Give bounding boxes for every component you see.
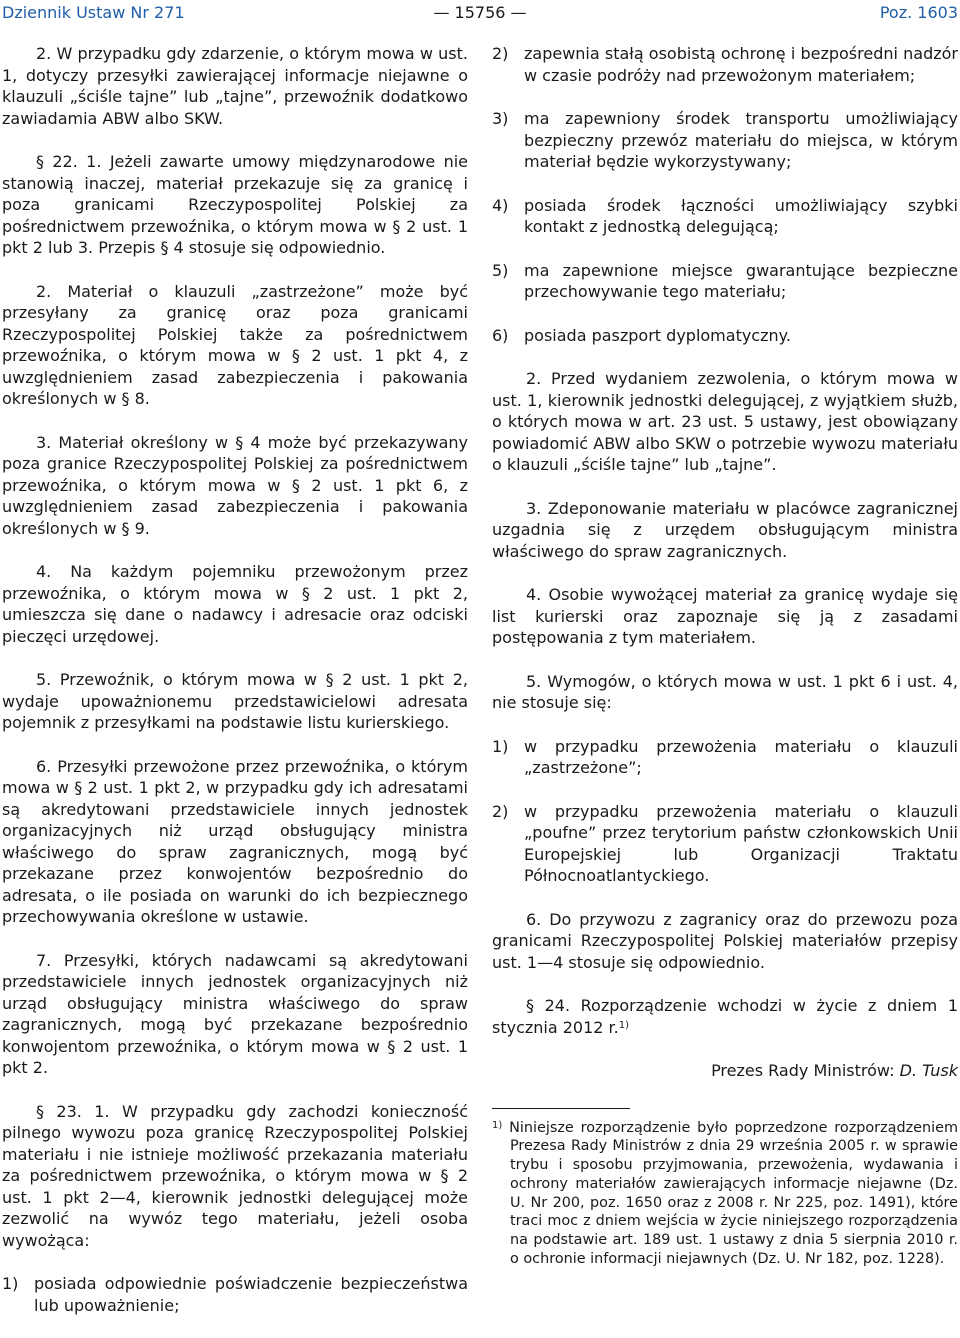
signature xyxy=(492,1060,958,1082)
paragraph: 6. Do przywozu z zagranicy oraz do przewozu poza granicami Rzeczypospolitej Polskiej materiałów przepisy ust. 1—4 stosuje się odpowiednio. xyxy=(492,909,958,972)
paragraph: § 22. 1. Jeżeli zawarte umowy międzynarodowe nie stanowią inaczej, materiał przekazuje się za granicę i poza granicami Rzeczypospolitej Polskiej za pośrednictwem przewoźnika, o którym mowa w § 2 ust. 1 pkt 2 lub 3. Przepis § 4 stosuje się odpowiednio. xyxy=(2,152,468,257)
page-number: — 15756 — xyxy=(433,3,527,22)
footnote-divider xyxy=(492,1108,630,1109)
list-item xyxy=(492,260,958,303)
list-item-number: 6) xyxy=(492,325,509,345)
list-item-number: 3) xyxy=(492,109,509,128)
paragraph: 2. W przypadku gdy zdarzenie, o którym mowa w ust. 1, dotyczy przesyłki zawierającej informacje niejawne o klauzuli „ściśle tajne” lub „tajne”, przewoźnik dodatkowo zawiadamia ABW albo SKW. xyxy=(2,44,468,128)
list-item-number: 5) xyxy=(492,260,509,280)
list-item-number: 2) xyxy=(492,44,509,63)
list-item-text: ma zapewniony środek transportu umożliwiający bezpieczny przewóz materiału do miejsca, w którym materiał będzie wykorzystywany; xyxy=(524,109,958,171)
list-item xyxy=(492,736,958,779)
list-item-number: 2) xyxy=(492,801,509,821)
paragraph: 5. Przewoźnik, o którym mowa w § 2 ust. 1 pkt 2, wydaje upoważnionemu przedstawicielowi adresata pojemnik z przesyłkami na podstawie listu kurierskiego. xyxy=(2,670,468,732)
list-item xyxy=(492,43,958,86)
footnote xyxy=(492,1119,958,1269)
footnote-reference: 1) xyxy=(618,1019,630,1031)
paragraph: 5. Wymogów, o których mowa w ust. 1 pkt 6 i ust. 4, nie stosuje się: xyxy=(492,671,958,712)
signature-role: Prezes Rady Ministrów: xyxy=(711,1061,900,1080)
position-number: Poz. 1603 xyxy=(879,3,958,22)
paragraph: 4. Osobie wywożącej materiał za granicę wydaje się list kurierski oraz zapoznaje się ją z zasadami postępowania z tym materiałem. xyxy=(492,585,958,647)
left-column xyxy=(2,43,468,1338)
list-item-text: ma zapewnione miejsce gwarantujące bezpieczne przechowywanie tego materiału; xyxy=(524,260,958,301)
list-item xyxy=(2,1273,468,1316)
list-item xyxy=(492,325,958,347)
list-item xyxy=(492,801,958,887)
journal-title: Dziennik Ustaw Nr 271 xyxy=(2,3,185,22)
list-item-number: 1) xyxy=(492,736,509,756)
list-item-text: posiada paszport dyplomatyczny. xyxy=(524,325,791,345)
paragraph: 7. Przesyłki, których nadawcami są akredytowani przedstawiciele innych jednostek organizacyjnych niż urząd obsługujący ministra właściwego do spraw zagranicznych, mogą być przekazane bezpośrednio konwojentom przewoźnika, o którym mowa w § 2 ust. 1 pkt 2. xyxy=(2,950,468,1077)
list-item-text: posiada odpowiednie poświadczenie bezpieczeństwa lub upoważnienie; xyxy=(34,1274,468,1315)
list-item xyxy=(492,195,958,238)
list-item-text: posiada środek łączności umożliwiający szybki kontakt z jednostką delegującą; xyxy=(524,195,958,236)
list-item-text: w przypadku przewożenia materiału o klauzuli „zastrzeżone”; xyxy=(524,736,958,777)
paragraph: 2. Przed wydaniem zezwolenia, o którym mowa w ust. 1, kierownik jednostki delegującej, z wyjątkiem służb, o których mowa w art. 23 ust. 5 ustawy, jest obowiązany powiadomić ABW albo SKW o potrzebie wywozu materiału o klauzuli „ściśle tajne” lub „tajne”. xyxy=(492,369,958,474)
paragraph: 6. Przesyłki przewożone przez przewoźnika, o którym mowa w § 2 ust. 1 pkt 2, w przypadku gdy ich adresatami są akredytowani przedstawiciele innych jednostek organizacyjnych niż urząd obsługujący ministra właściwego do spraw zagranicznych, mogą być przekazane przez konwojentów bezpośrednio do adresata, o ile posiada on warunki do ich bezpiecznego przechowywania określone w ustawie. xyxy=(2,756,468,926)
paragraph: 3. Materiał określony w § 4 może być przekazywany poza granice Rzeczypospolitej Polskiej za pośrednictwem przewoźnika, o którym mowa w § 2 ust. 1 pkt 6, z uwzględnieniem zasad zabezpieczenia i pakowania określonych w § 9. xyxy=(2,432,468,538)
list-item-number: 4) xyxy=(492,195,509,215)
list-item xyxy=(492,108,958,173)
paragraph: 3. Zdeponowanie materiału w placówce zagranicznej uzgadnia się z urzędem obsługującym ministra właściwego do spraw zagranicznych. xyxy=(492,498,958,561)
paragraph: 2. Materiał o klauzuli „zastrzeżone” może być przesyłany za granicę oraz poza granicami Rzeczypospolitej Polskiej także za pośrednictwem przewoźnika, o którym mowa w § 2 ust. 1 pkt 4, z uwzględnieniem zasad zabezpieczenia i pakowania określonych w § 8. xyxy=(2,281,468,408)
right-column xyxy=(492,43,958,1269)
paragraph: § 23. 1. W przypadku gdy zachodzi konieczność pilnego wywozu poza granicę Rzeczypospolitej Polskiej materiału i nie istnieje możliwość przekazania materiału za pośrednictwem przewoźnika, o którym mowa w § 2 ust. 1 pkt 2—4, kierownik jednostki delegującej może zezwolić na wywóz tego materiału, jeżeli osoba wywożąca: xyxy=(2,1101,468,1250)
page-header xyxy=(0,0,960,30)
signature-name: D. Tusk xyxy=(899,1061,958,1080)
footnote-text: Niniejsze rozporządzenie było poprzedzone rozporządzeniem Prezesa Rady Ministrów z dnia 29 września 2005 r. w sprawie trybu i sposobu przyjmowania, przewożenia, wydawania i ochrony materiałów zawierających informacje niejawne (Dz. U. Nr 200, poz. 1650 oraz z 2008 r. Nr 225, poz. 1491), które traci moc z dniem wejścia w życie niniejszego rozporządzenia na podstawie art. 189 ust. 1 ustawy z dnia 5 sierpnia 2010 r. o ochronie informacji niejawnych (Dz. U. Nr 182, poz. 1228). xyxy=(509,1119,959,1268)
paragraph-text: § 24. Rozporządzenie wchodzi w życie z dniem 1 stycznia 2012 r. xyxy=(492,996,958,1037)
footnote-mark: 1) xyxy=(492,1119,503,1131)
list-item-number: 1) xyxy=(2,1274,19,1293)
list-item-text: zapewnia stałą osobistą ochronę i bezpośredni nadzór w czasie podróży nad przewożonym materiałem; xyxy=(524,44,958,85)
paragraph: 4. Na każdym pojemniku przewożonym przez przewoźnika, o którym mowa w § 2 ust. 1 pkt 2, umieszcza się dane o nadawcy i adresacie oraz odciski pieczęci urzędowej. xyxy=(2,562,468,646)
paragraph xyxy=(492,995,958,1038)
list-item-text: w przypadku przewożenia materiału o klauzuli „poufne” przez terytorium państw członkowskich Unii Europejskiej lub Organizacji Traktatu Północnoatlantyckiego. xyxy=(524,801,958,885)
